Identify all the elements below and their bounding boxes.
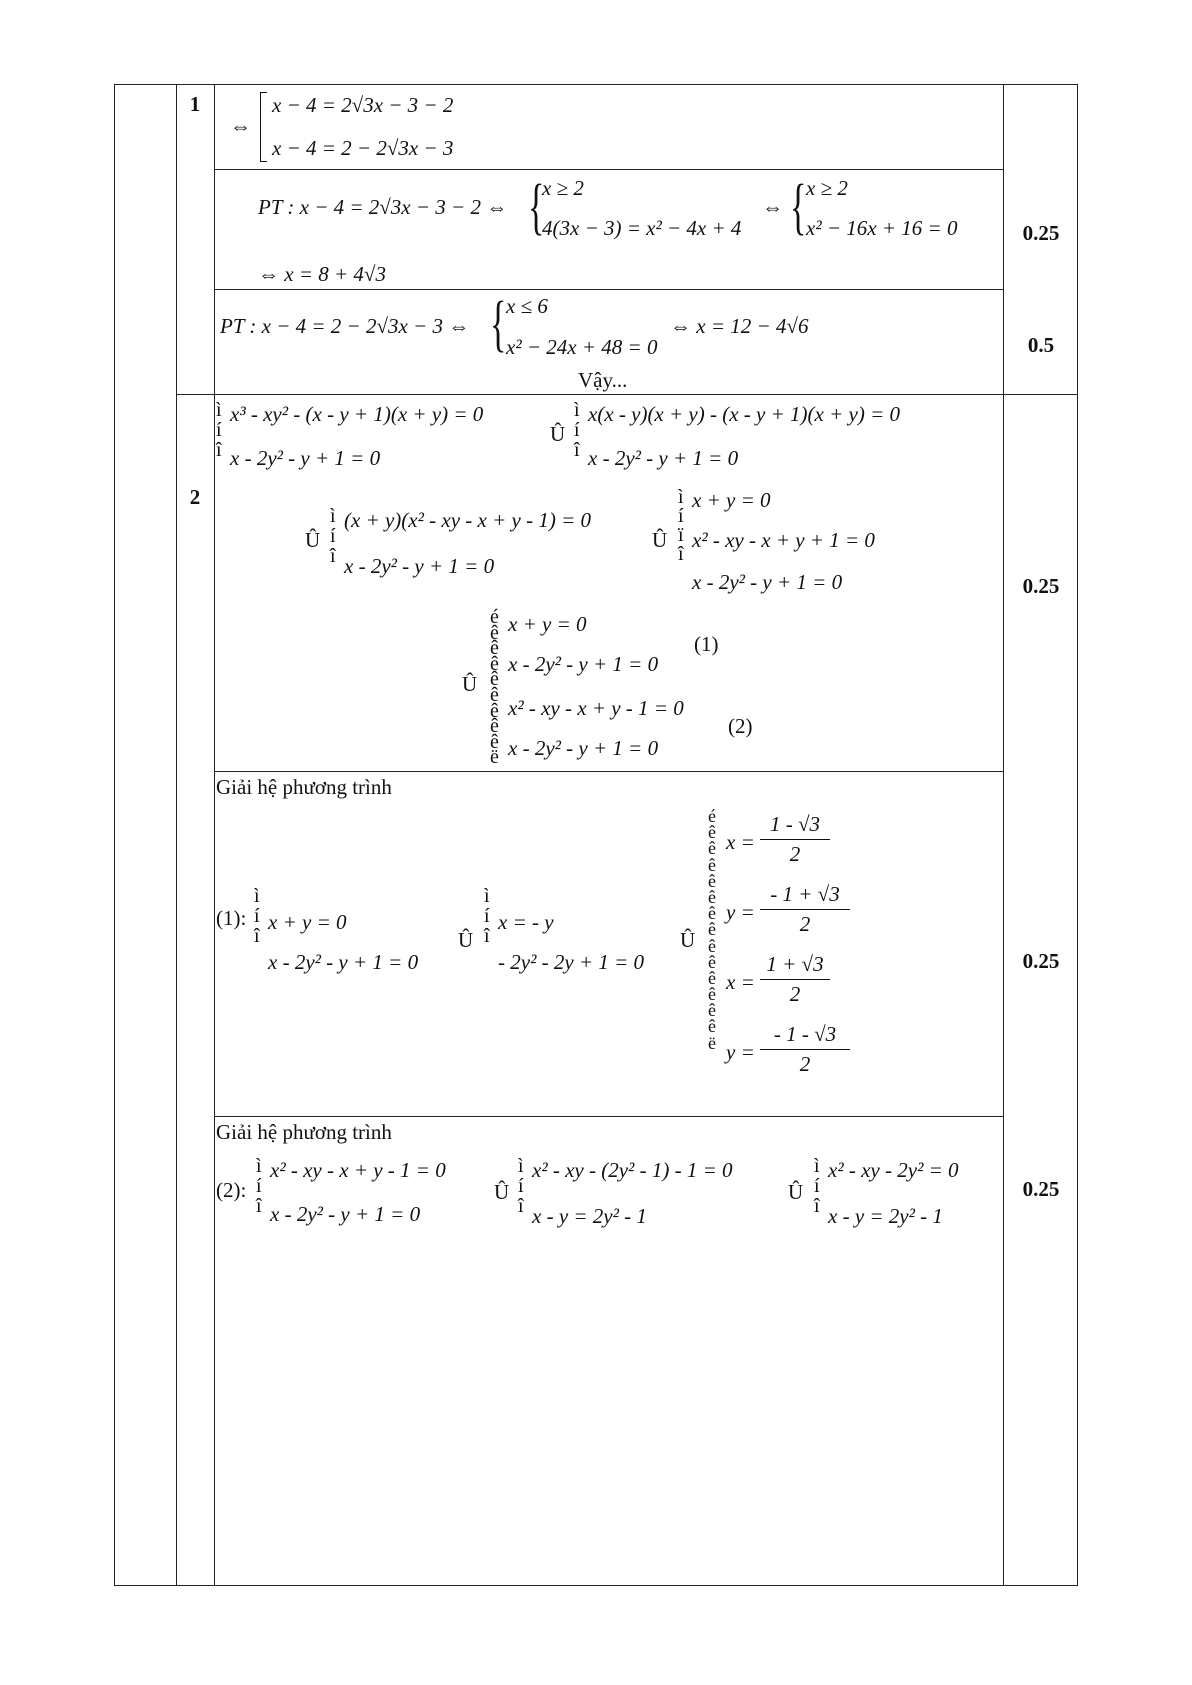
system-brace: ì í ï î	[678, 486, 684, 565]
equivalence-symbol: Û	[305, 528, 321, 552]
equation-line: PT : x − 4 = 2 − 2√3x − 3 ⇔	[220, 314, 470, 338]
equation-line: x - 2y² - y + 1 = 0	[588, 446, 739, 470]
equation-line: x(x - y)(x + y) - (x - y + 1)(x + y) = 0	[588, 402, 900, 426]
equation-line: 4(3x − 3) = x² − 4x + 4	[542, 216, 742, 240]
row-divider	[176, 394, 1078, 395]
equation-line: x ≥ 2	[806, 176, 848, 200]
system-brace: ì í î	[484, 885, 490, 947]
system-label: (2):	[216, 1178, 247, 1202]
fraction: - 1 + √3 2	[760, 884, 850, 935]
equation-line: x² − 16x + 16 = 0	[806, 216, 958, 240]
system-brace: ì í î	[518, 1155, 524, 1217]
equation-line: y =	[726, 1040, 755, 1064]
conclusion-text: Vậy...	[578, 368, 628, 392]
system-brace: ì í î	[330, 505, 336, 567]
row-divider	[214, 169, 1003, 170]
system-brace: é ê ê ê ê ê ê ê ê ê ê ê ê ê ë	[708, 806, 716, 1053]
row-divider	[214, 771, 1003, 772]
system-brace: {	[790, 173, 807, 241]
equation-line: x - y = 2y² - 1	[532, 1204, 647, 1228]
column-divider-content	[214, 84, 215, 1586]
question-number-2: 2	[189, 485, 201, 509]
score-row-3: 0.5	[1027, 333, 1055, 357]
equation-line: x + y = 0	[508, 612, 587, 636]
equivalence-symbol: Û	[550, 422, 566, 446]
system-brace: {	[528, 173, 545, 241]
fraction: - 1 - √3 2	[760, 1024, 850, 1075]
system-brace: ì í î	[814, 1155, 820, 1217]
equivalence-symbol: Û	[652, 528, 668, 552]
equation-line: - 2y² - 2y + 1 = 0	[498, 950, 645, 974]
equation-line: ⇔ x = 8 + 4√3	[258, 262, 386, 286]
equation-line: x³ - xy² - (x - y + 1)(x + y) = 0	[230, 402, 484, 426]
equation-line: x - 2y² - y + 1 = 0	[692, 570, 843, 594]
row-divider	[214, 289, 1003, 290]
equation-line: x² - xy - x + y + 1 = 0	[692, 528, 875, 552]
answer-table	[114, 84, 1078, 1586]
equation-line: x - 2y² - y + 1 = 0	[508, 652, 659, 676]
fraction: 1 + √3 2	[760, 954, 830, 1005]
score-row-6: 0.25	[1022, 1177, 1060, 1201]
section-heading: Giải hệ phương trình	[216, 1120, 392, 1144]
equivalence-symbol: Û	[680, 928, 696, 952]
system-brace: é ê ê ê ê ê ê ê ê ë	[490, 606, 499, 769]
equation-line: y =	[726, 900, 755, 924]
equation-line: (x + y)(x² - xy - x + y - 1) = 0	[344, 508, 592, 532]
equation-line: x + y = 0	[268, 910, 347, 934]
equation-line: PT : x − 4 = 2√3x − 3 − 2 ⇔	[258, 195, 508, 219]
equation-line: x =	[726, 970, 755, 994]
equation-line: x - 2y² - y + 1 = 0	[230, 446, 381, 470]
equivalence-symbol: Û	[462, 672, 478, 696]
equation-line: x - 2y² - y + 1 = 0	[508, 736, 659, 760]
system-brace: ì í î	[574, 399, 580, 461]
equivalence-symbol: Û	[494, 1180, 510, 1204]
score-row-5: 0.25	[1022, 949, 1060, 973]
equation-line: x =	[726, 830, 755, 854]
system-brace: ì í î	[256, 1155, 262, 1217]
equation-line: x + y = 0	[692, 488, 771, 512]
equation-line: x² - xy - x + y - 1 = 0	[508, 696, 684, 720]
equation-line: x ≥ 2	[542, 176, 584, 200]
equivalence-symbol: Û	[788, 1180, 804, 1204]
equation-line: x ≤ 6	[506, 294, 548, 318]
system-label: (1):	[216, 906, 247, 930]
column-divider-score	[1003, 84, 1004, 1586]
equation-label: (1)	[694, 632, 719, 656]
equation-line: x² - xy - (2y² - 1) - 1 = 0	[532, 1158, 733, 1182]
equation-line: x - 2y² - y + 1 = 0	[268, 950, 419, 974]
equation-line: ⇔ x = 12 − 4√6	[670, 314, 809, 338]
equation-line: x² − 24x + 48 = 0	[506, 335, 658, 359]
column-divider-question	[176, 84, 177, 1586]
equation-line: x − 4 = 2√3x − 3 − 2	[272, 93, 454, 117]
system-brace: ì í î	[216, 399, 222, 461]
section-heading: Giải hệ phương trình	[216, 775, 392, 799]
equation-line: x − 4 = 2 − 2√3x − 3	[272, 136, 454, 160]
score-row-4: 0.25	[1022, 574, 1060, 598]
equation-line: x² - xy - 2y² = 0	[828, 1158, 959, 1182]
fraction: 1 - √3 2	[760, 814, 830, 865]
equivalence-symbol: Û	[458, 928, 474, 952]
score-row-2: 0.25	[1022, 221, 1060, 245]
row-divider	[214, 1116, 1003, 1117]
equation-line: x² - xy - x + y - 1 = 0	[270, 1158, 446, 1182]
equation-line: x - 2y² - y + 1 = 0	[270, 1202, 421, 1226]
equation-label: (2)	[728, 714, 753, 738]
question-number-1: 1	[189, 92, 201, 116]
equation-line: x = - y	[498, 910, 554, 934]
equation-line: x - 2y² - y + 1 = 0	[344, 554, 495, 578]
union-bracket	[260, 92, 267, 162]
equivalence-arrow: ⇔	[230, 114, 251, 138]
equivalence-arrow: ⇔	[762, 195, 783, 219]
equation-line: x - y = 2y² - 1	[828, 1204, 943, 1228]
system-brace: ì í î	[254, 885, 260, 947]
system-brace: {	[490, 290, 507, 358]
